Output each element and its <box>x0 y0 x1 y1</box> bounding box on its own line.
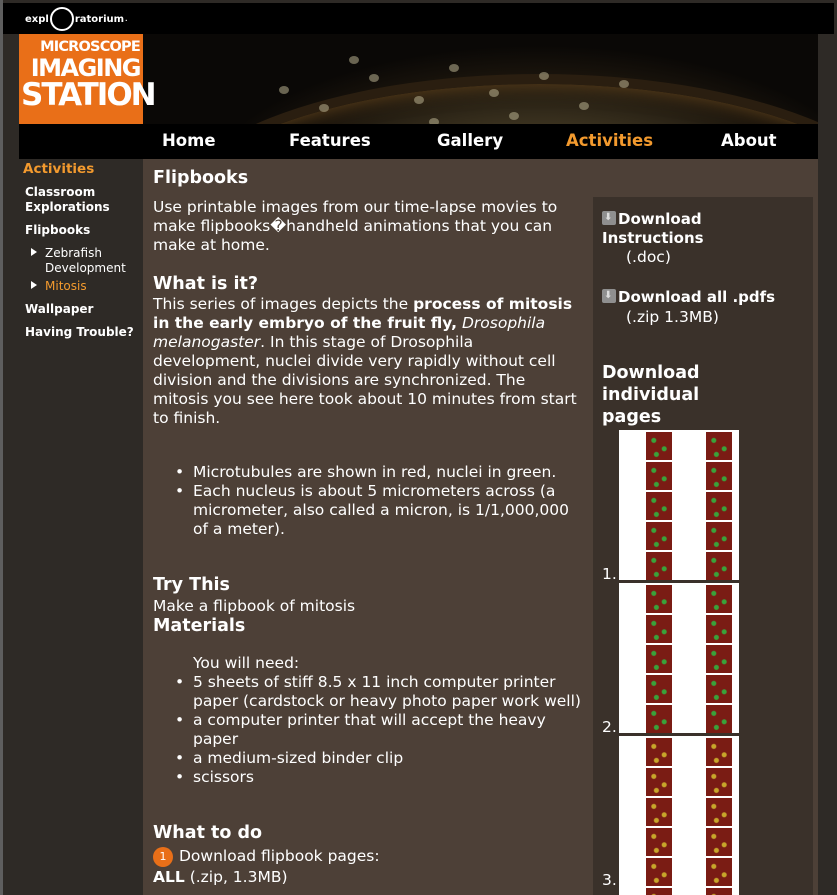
try-text: Make a flipbook of mitosis <box>153 597 356 615</box>
flipbook-frame <box>706 645 732 673</box>
sidebar-heading[interactable]: Activities <box>23 161 95 177</box>
flipbook-frame <box>646 798 672 826</box>
petri-dish-image <box>159 74 818 124</box>
materials-heading: Materials <box>153 616 246 636</box>
top-bar <box>3 3 834 34</box>
flipbook-frame <box>706 615 732 643</box>
flipbook-frame <box>646 492 672 520</box>
page-label-2: 2. <box>602 718 617 736</box>
logo-line-1: MICROSCOPE <box>40 39 140 55</box>
logo-mark: . <box>125 15 128 23</box>
download-instructions-link[interactable]: ⬇Download Instructions <box>602 210 704 248</box>
download-all-link[interactable]: ALL <box>153 868 185 886</box>
flipbook-frame <box>706 768 732 796</box>
flipbook-frame <box>706 675 732 703</box>
flipbook-frame <box>646 888 672 895</box>
logo-line-2: IMAGING <box>30 54 140 82</box>
flipbook-frame <box>706 585 732 613</box>
list-item: • scissors <box>153 768 583 787</box>
page-thumbnail-2[interactable] <box>619 583 739 733</box>
try-heading: Try This <box>153 575 230 595</box>
flipbook-frame <box>706 705 732 733</box>
instructions-ext: (.doc) <box>626 248 671 266</box>
flipbook-frame <box>646 768 672 796</box>
page-thumbnail-1[interactable] <box>619 430 739 580</box>
nav-gallery[interactable]: Gallery <box>437 131 504 150</box>
flipbook-frame <box>706 828 732 856</box>
nav-home[interactable]: Home <box>162 131 216 150</box>
flipbook-frame <box>646 858 672 886</box>
materials-list <box>153 673 583 787</box>
flipbook-frame <box>706 462 732 490</box>
nav-about[interactable]: About <box>721 131 777 150</box>
sidebar-item-flipbooks[interactable]: Flipbooks <box>25 223 91 237</box>
flipbook-frame <box>706 552 732 580</box>
download-icon <box>602 289 616 303</box>
list-item: • a medium-sized binder clip <box>153 749 583 768</box>
flipbook-frame <box>646 738 672 766</box>
flipbook-frame <box>706 888 732 895</box>
flipbook-frame <box>646 522 672 550</box>
list-item: • Microtubules are shown in red, nuclei in green. <box>153 463 583 482</box>
flipbook-frame <box>646 585 672 613</box>
main-nav <box>19 124 818 159</box>
pdfs-ext: (.zip 1.3MB) <box>626 308 719 326</box>
individual-pages-heading: Download individual pages <box>602 363 700 427</box>
flipbook-frame <box>646 675 672 703</box>
sidebar-item-classroom-explorations[interactable]: Classroom Explorations <box>25 185 110 214</box>
download-all-line <box>153 868 583 887</box>
main-content <box>143 159 818 895</box>
sidebar-item-zebrafish[interactable] <box>31 246 143 276</box>
flipbook-frame <box>706 492 732 520</box>
nav-activities[interactable]: Activities <box>566 131 654 150</box>
flipbook-frame <box>646 552 672 580</box>
download-all-size: (.zip, 1.3MB) <box>189 868 288 886</box>
flipbook-frame <box>706 858 732 886</box>
facts-list <box>153 463 583 539</box>
what-heading: What is it? <box>153 274 259 294</box>
page-label-1: 1. <box>602 565 617 583</box>
flipbook-frame <box>646 432 672 460</box>
need-text: You will need: <box>193 654 300 672</box>
flipbook-frame <box>646 462 672 490</box>
logo-ring-icon <box>50 7 74 31</box>
page-label-3: 3. <box>602 871 617 889</box>
flipbook-frame <box>706 798 732 826</box>
step-1-text: Download flipbook pages: <box>179 847 380 865</box>
step-1 <box>153 847 583 867</box>
step-number-badge: 1 <box>153 847 173 867</box>
flipbook-frame <box>646 828 672 856</box>
nav-features[interactable]: Features <box>289 131 371 150</box>
sidebar-item-wallpaper[interactable]: Wallpaper <box>25 302 94 316</box>
exploratorium-logo[interactable] <box>25 7 127 31</box>
intro-text: Use printable images from our time-lapse movies to make flipbooks�handheld animations that you can make at home. <box>153 198 558 254</box>
microscope-imaging-station-logo[interactable] <box>19 34 155 124</box>
flipbook-frame <box>646 615 672 643</box>
download-all-pdfs-link[interactable]: ⬇Download all .pdfs <box>602 288 775 307</box>
triangle-icon <box>31 281 37 289</box>
flipbook-frame <box>646 645 672 673</box>
list-item: • 5 sheets of stiff 8.5 x 11 inch computer printer paper (cardstock or heavy photo paper work well) <box>153 673 583 711</box>
flipbook-frame <box>646 705 672 733</box>
sidebar-sub-label: Zebrafish Development <box>45 246 126 275</box>
list-item: • Each nucleus is about 5 micrometers across (a micrometer, also called a micron, is 1/1,000,000 of a meter). <box>153 482 583 539</box>
flipbook-frame <box>706 432 732 460</box>
sidebar-sub-label: Mitosis <box>45 279 87 293</box>
download-icon <box>602 211 616 225</box>
triangle-icon <box>31 248 37 256</box>
banner <box>19 34 818 124</box>
flipbook-frame <box>706 522 732 550</box>
page-thumbnail-3[interactable] <box>619 736 739 895</box>
todo-heading: What to do <box>153 823 263 843</box>
logo-line-3: STATION <box>21 77 155 113</box>
what-text: This series of images depicts the process of mitosis in the early embryo of the fruit fly, Drosophila melanogaster. In this stage of Drosophila development, nuclei divide very rapidly without cell division and the divisions are synchronized. The mitosis you see here took about 10 minutes from start to finish. <box>153 295 577 427</box>
page-title: Flipbooks <box>153 168 249 188</box>
flipbook-frame <box>706 738 732 766</box>
logo-text-right: ratorium <box>74 13 125 25</box>
sidebar-item-mitosis[interactable] <box>31 279 87 294</box>
sidebar-item-having-trouble[interactable]: Having Trouble? <box>25 325 134 339</box>
list-item: • a computer printer that will accept the heavy paper <box>153 711 583 749</box>
logo-text-left: expl <box>25 13 49 25</box>
